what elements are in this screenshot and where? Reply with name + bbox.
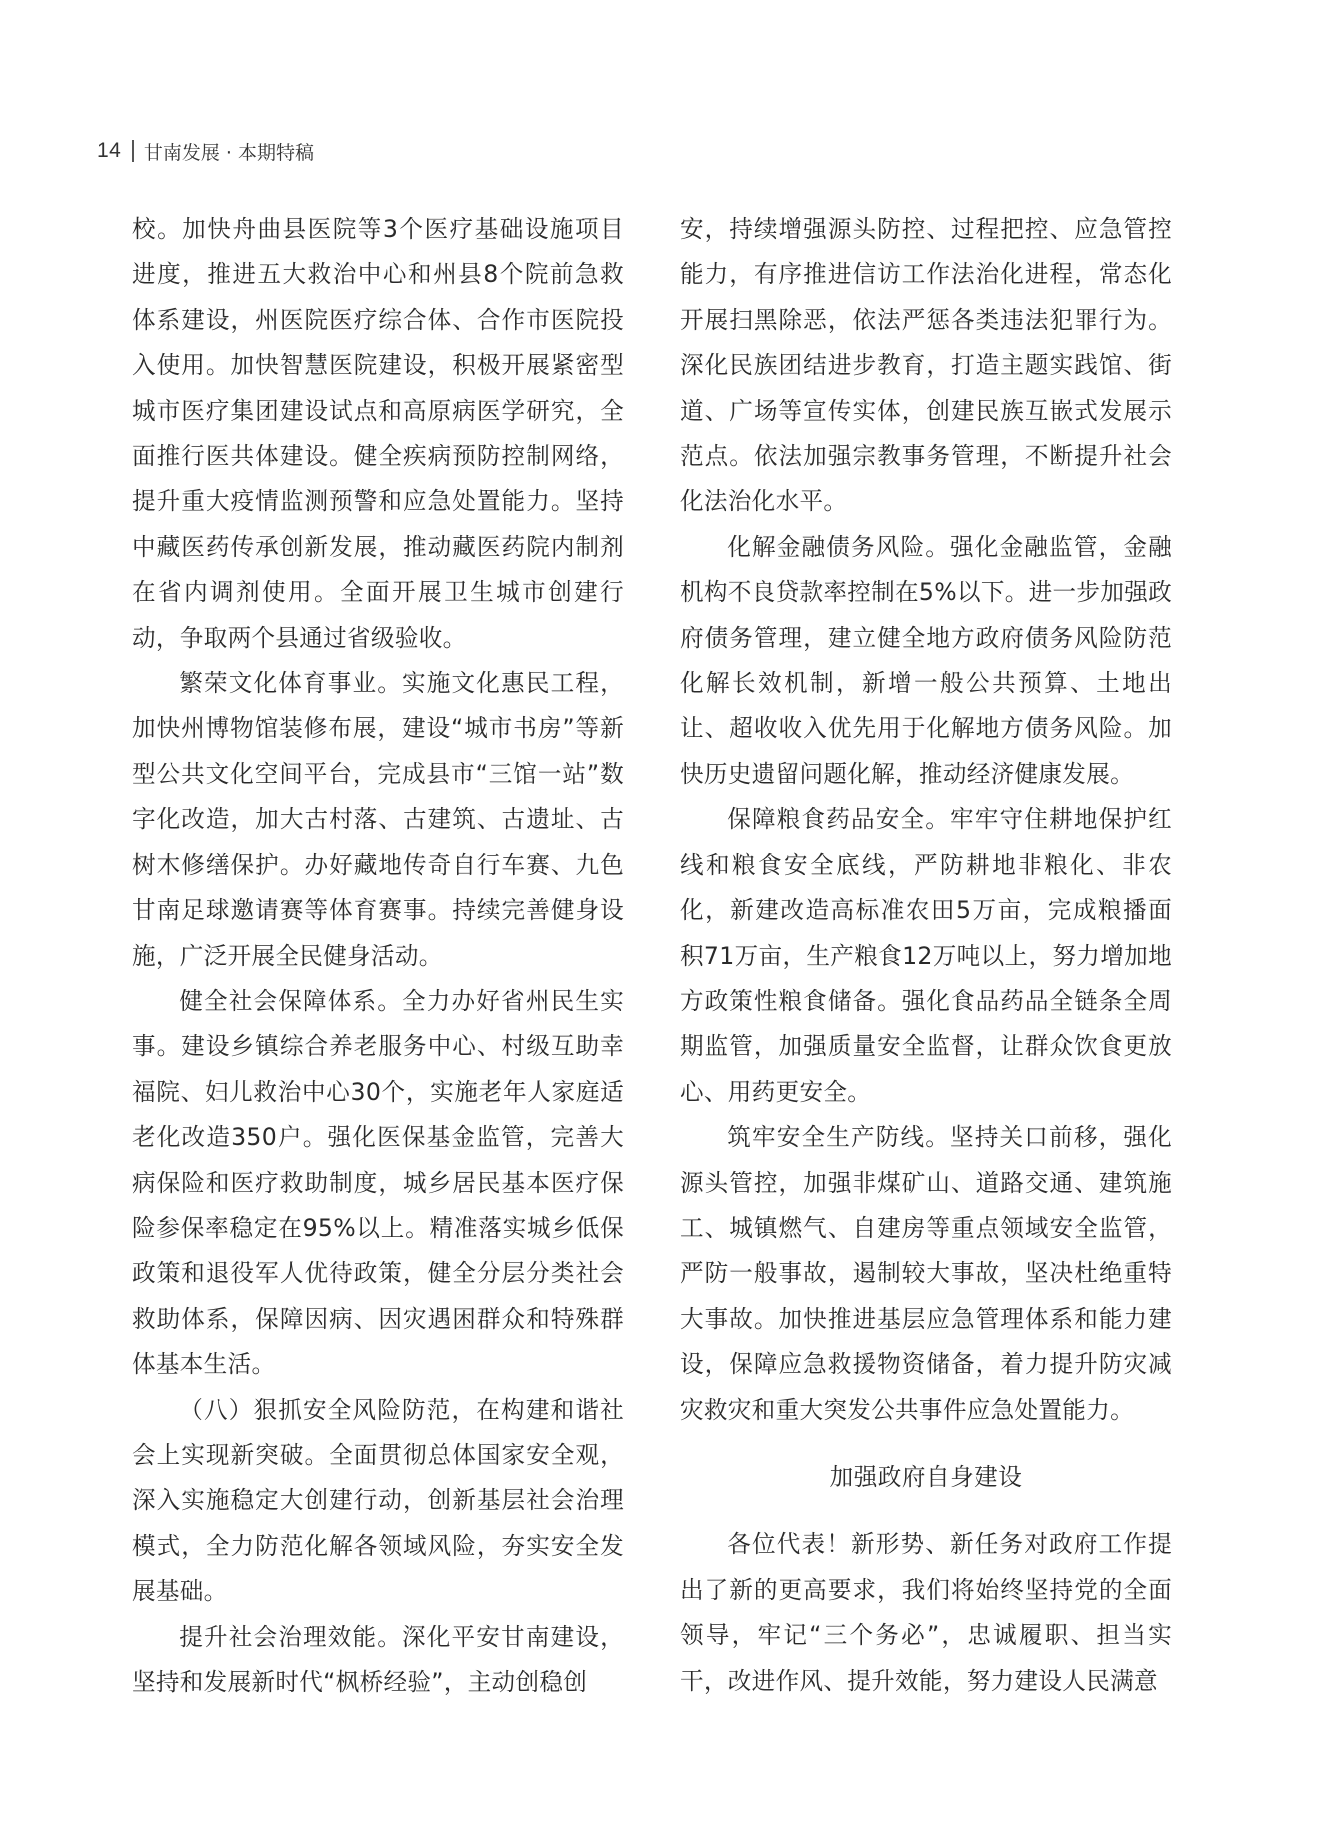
paragraph-continued-governance: 安，持续增强源头防控、过程把控、应急管控能力，有序推进信访工作法治化进程，常态化开展扫黑除恶，依法严惩各类违法犯罪行为。深化民族团结进步教育，打造主题实践馆、街道、广场等宣传实体，创建民族互嵌式发展示范点。依法加强宗教事务管理，不断提升社会化法治化水平。 — [680, 215, 1172, 516]
section-heading: 加强政府自身建设 — [829, 1462, 1023, 1491]
page-header — [97, 136, 314, 166]
paragraph-culture-sports: 繁荣文化体育事业。实施文化惠民工程，加快州博物馆装修布展，建设“城市书房”等新型公共文化空间平台，完成县市“三馆一站”数字化改造，加大古村落、古建筑、古遗址、古树木修缮保护。办好藏地传奇自行车赛、九色甘南足球邀请赛等体育赛事。持续完善健身设施，广泛开展全民健身活动。 — [132, 669, 624, 970]
paragraph-safety-risk: （八）狠抓安全风险防范，在构建和谐社会上实现新突破。全面贯彻总体国家安全观，深入实施稳定大创建行动，创新基层社会治理模式，全力防范化解各领域风险，夯实安全发展基础。 — [132, 1395, 624, 1606]
page-number: 14 — [97, 139, 122, 162]
paragraph-food-drug-safety: 保障粮食药品安全。牢牢守住耕地保护红线和粮食安全底线，严防耕地非粮化、非农化，新建改造高标准农田5万亩，完成粮播面积71万亩，生产粮食12万吨以上，努力增加地方政策性粮食储备。强化食品药品全链条全周期监管，加强质量安全监督，让群众饮食更放心、用药更安全。 — [680, 805, 1172, 1106]
left-column — [132, 207, 624, 1705]
paragraph-social-governance: 提升社会治理效能。深化平安甘南建设，坚持和发展新时代“枫桥经验”，主动创稳创 — [132, 1622, 624, 1696]
paragraph-continued: 校。加快舟曲县医院等3个医疗基础设施项目进度，推进五大救治中心和州县8个院前急救体系建设，州医院医疗综合体、合作市医院投入使用。加快智慧医院建设，积极开展紧密型城市医疗集团建设试点和高原病医学研究，全面推行医共体建设。健全疾病预防控制网络，提升重大疫情监测预警和应急处置能力。坚持中藏医药传承创新发展，推动藏医药院内制剂在省内调剂使用。全面开展卫生城市创建行动，争取两个县通过省级验收。 — [132, 215, 624, 652]
right-column — [680, 207, 1172, 1704]
paragraph-financial-risk: 化解金融债务风险。强化金融监管，金融机构不良贷款率控制在5%以下。进一步加强政府债务管理，建立健全地方政府债务风险防范化解长效机制，新增一般公共预算、土地出让、超收收入优先用于化解地方债务风险。加快历史遗留问题化解，推动经济健康发展。 — [680, 532, 1173, 788]
paragraph-social-security: 健全社会保障体系。全力办好省州民生实事。建设乡镇综合养老服务中心、村级互助幸福院、妇儿救治中心30个，实施老年人家庭适老化改造350户。强化医保基金监管，完善大病保险和医疗救助制度，城乡居民基本医疗保险参保率稳定在95%以上。精准落实城乡低保政策和退役军人优待政策，健全分层分类社会救助体系，保障因病、因灾遇困群众和特殊群体基本生活。 — [132, 986, 624, 1379]
publication-section-title: 甘南发展 · 本期特稿 — [143, 141, 314, 164]
header-divider — [132, 140, 134, 162]
paragraph-work-safety: 筑牢安全生产防线。坚持关口前移，强化源头管控，加强非煤矿山、道路交通、建筑施工、城镇燃气、自建房等重点领域安全监管，严防一般事故，遏制较大事故，坚决杜绝重特大事故。加快推进基层应急管理体系和能力建设，保障应急救援物资储备，着力提升防灾减灾救灾和重大突发公共事件应急处置能力。 — [680, 1123, 1172, 1424]
paragraph-representatives: 各位代表！新形势、新任务对政府工作提出了新的更高要求，我们将始终坚持党的全面领导，牢记“三个务必”，忠诚履职、担当实干，改进作风、提升效能，努力建设人民满意 — [680, 1530, 1172, 1695]
